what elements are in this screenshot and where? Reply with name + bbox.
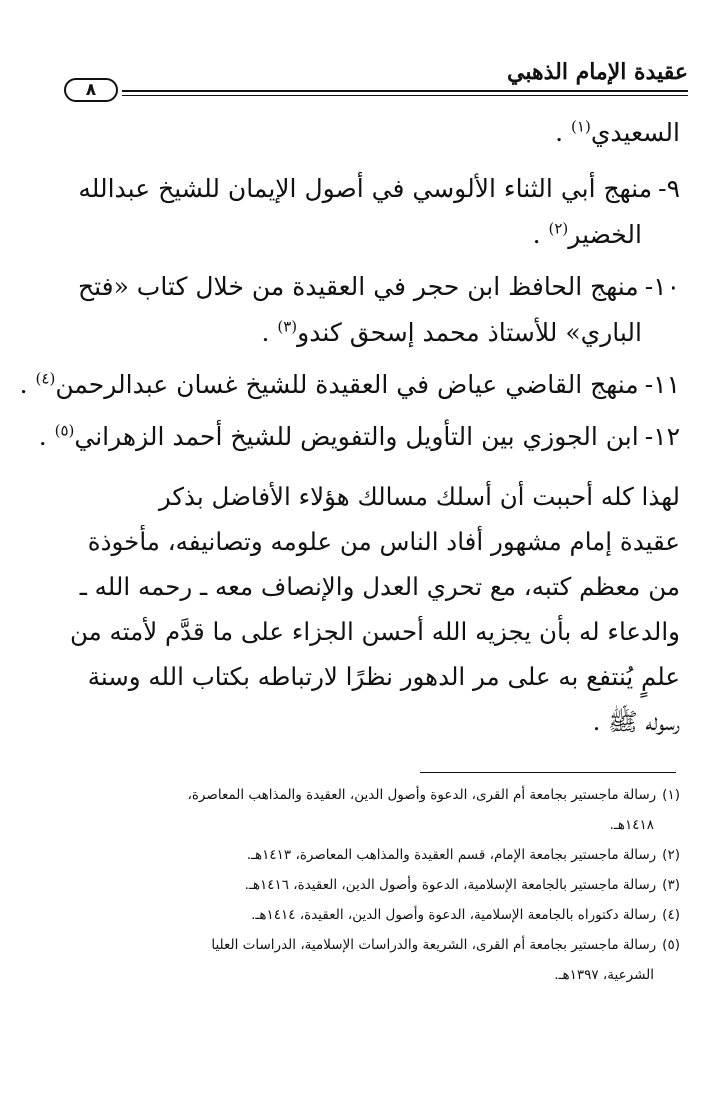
list-item — [64, 166, 680, 258]
paragraph-line: رسوله ﷺ . — [592, 707, 680, 736]
footnote-ref[interactable]: (٤) — [35, 369, 56, 388]
footnote-text: رسالة دكتوراه بالجامعة الإسلامية، الدعوة وأصول الدين، العقيدة، ١٤١٤هـ. — [251, 907, 657, 923]
footnote-text: رسالة ماجستير بجامعة الإمام، قسم العقيدة والمذاهب المعاصرة، ١٤١٣هـ. — [246, 847, 657, 863]
header-rule — [122, 90, 688, 92]
list-item — [19, 362, 680, 408]
footnote-separator — [420, 772, 676, 773]
footnote-ref[interactable]: (٣) — [277, 317, 298, 336]
footnote-ref[interactable]: (٢) — [548, 219, 569, 238]
footnote-number: (٣) — [662, 877, 680, 893]
running-title: عقيدة الإمام الذهبي — [507, 59, 688, 85]
footnote-text: رسالة ماجستير بجامعة أم القرى، الشريعة والدراسات الإسلامية، الدراسات العليا — [211, 937, 657, 953]
list-item — [38, 414, 680, 460]
footnote-text: الشرعية، ١٣٩٧هـ. — [554, 967, 654, 983]
list-item-text: الباري» للأستاذ محمد إسحق كندو — [297, 318, 642, 347]
header-rule-thin — [122, 95, 688, 96]
thesis-list — [19, 110, 680, 460]
list-item-number: ١١- — [644, 370, 680, 399]
footnote-text: رسالة ماجستير بجامعة أم القرى، الدعوة وأصول الدين، العقيدة والمذاهب المعاصرة، — [187, 787, 657, 803]
list-item-text: منهج الحافظ ابن حجر في العقيدة من خلال كتاب «فتح — [77, 272, 639, 301]
page-header — [64, 56, 688, 102]
list-item-text: الخضير — [568, 220, 642, 249]
list-item-tail: . — [555, 118, 572, 147]
footnote-ref[interactable]: (٥) — [54, 421, 75, 440]
list-item-text: منهج القاضي عياض في العقيدة للشيخ غسان عبدالرحمن — [55, 370, 639, 399]
paragraph-line: عقيدة إمام مشهور أفاد الناس من علومه وتصانيفه، مأخوذة — [87, 527, 680, 556]
list-item — [64, 264, 680, 356]
paragraph-line: علمٍ يُنتفع به على مر الدهور نظرًا لارتباطه بكتاب الله وسنة — [87, 662, 680, 691]
footnote-number: (٥) — [662, 937, 680, 953]
list-item-tail: . — [532, 220, 549, 249]
footnote — [58, 930, 680, 990]
paragraph-line: من معظم كتبه، مع تحري العدل والإنصاف معه ـ رحمه الله ـ — [79, 572, 680, 601]
list-item-text: منهج أبي الثناء الألوسي في أصول الإيمان للشيخ عبدالله — [78, 174, 653, 203]
list-item-tail: . — [261, 318, 278, 347]
footnote — [58, 900, 680, 930]
list-item-tail: . — [38, 422, 55, 451]
footnote-number: (٤) — [662, 907, 680, 923]
footnote — [58, 870, 680, 900]
list-item — [64, 110, 680, 156]
list-item-tail: . — [19, 370, 36, 399]
paragraph-line: والدعاء له بأن يجزيه الله أحسن الجزاء على ما قدَّم لأمته من — [70, 617, 680, 646]
page-number: ٨ — [64, 78, 118, 102]
footnote — [58, 840, 680, 870]
footnote-number: (١) — [662, 787, 680, 803]
footnote — [58, 780, 680, 840]
list-item-text: ابن الجوزي بين التأويل والتفويض للشيخ أحمد الزهراني — [74, 422, 639, 451]
footnote-ref[interactable]: (١) — [571, 117, 591, 136]
footnote-text: رسالة ماجستير بالجامعة الإسلامية، الدعوة وأصول الدين، العقيدة، ١٤١٦هـ. — [244, 877, 657, 893]
paragraph-line: لهذا كله أحببت أن أسلك مسالك هؤلاء الأفاضل بذكر — [158, 482, 680, 511]
list-item-number: ٩- — [658, 174, 680, 203]
footnote-number: (٢) — [662, 847, 680, 863]
footnote-text: ١٤١٨هـ. — [609, 817, 654, 833]
list-item-number: ١٢- — [644, 422, 680, 451]
body-paragraph — [64, 474, 680, 744]
main-text — [19, 110, 680, 744]
list-item-number: ١٠- — [644, 272, 680, 301]
footnotes — [58, 780, 680, 990]
list-item-text: السعيدي — [590, 118, 680, 147]
